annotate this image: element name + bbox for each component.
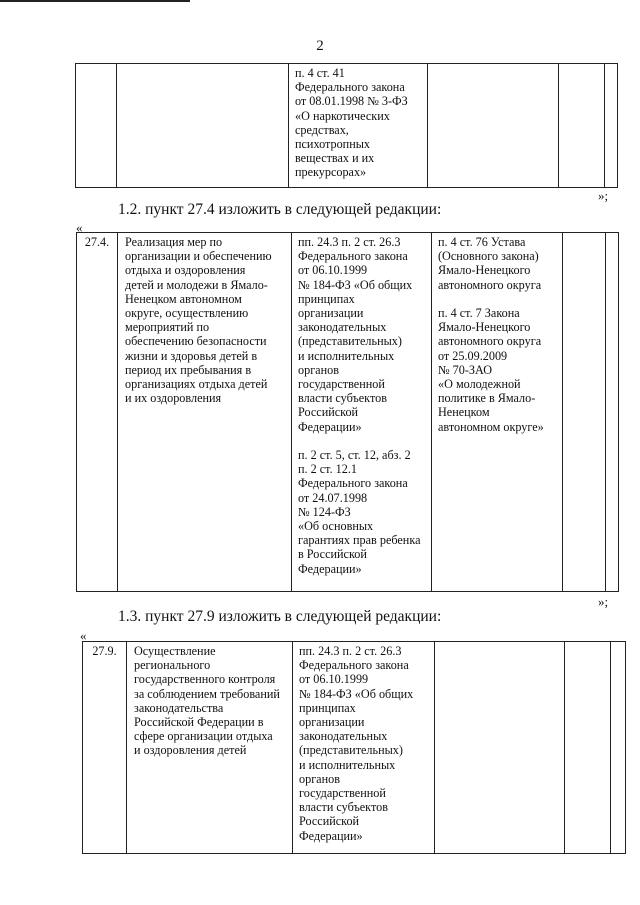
- measure-description-cell: [118, 233, 292, 592]
- table-row: [83, 642, 626, 854]
- extra-cell-narrow: [606, 233, 619, 592]
- extra-cell: [559, 64, 605, 188]
- extra-cell-narrow: [611, 642, 626, 854]
- federal-law-text: п. 4 ст. 41 Федерального закона от 08.01.1998 № 3-ФЗ «О наркотических средствах, психотропных веществах и их прекурсорах»: [295, 66, 408, 180]
- item-27-9-table: [82, 641, 626, 854]
- amendment-paragraph: 1.2. пункт 27.4 изложить в следующей редакции:: [118, 201, 442, 218]
- federal-law-cell: [293, 642, 435, 854]
- extra-cell-narrow: [605, 64, 618, 188]
- opening-quote: «: [76, 220, 83, 235]
- measure-description: Реализация мер по организации и обеспечению отдыха и оздоровления детей и молодежи в Ямало- Ненецком автономном округе, осуществлению мероприятий по обеспечению безопасности жизни и здоровья детей в период их пребывания в организациях отдыха детей и их оздоровления: [125, 235, 272, 406]
- continuation-table: [75, 63, 618, 188]
- page-number: 2: [316, 38, 324, 54]
- row-number-cell: [77, 233, 118, 592]
- row-number-cell: [83, 642, 127, 854]
- federal-law-cell: [289, 64, 428, 188]
- row-number: 27.9.: [92, 644, 117, 658]
- measure-description: Осуществление регионального государственного контроля за соблюдением требований законодательства Российской Федерации в сфере организации отдыха и оздоровления детей: [134, 644, 280, 758]
- header-rule: [0, 0, 190, 2]
- amendment-paragraph: 1.3. пункт 27.9 изложить в следующей редакции:: [118, 608, 442, 625]
- table-row: [77, 233, 619, 592]
- federal-law-text: пп. 24.3 п. 2 ст. 26.3 Федерального закона от 06.10.1999 № 184-ФЗ «Об общих принципах организации законодательных (представительных) и исполнительных органов государственной власти субъектов Российской Федерации» п. 2 ст. 5, ст. 12, абз. 2 п. 2 ст. 12.1 Федерального закона от 24.07.1998 № 124-ФЗ «Об основных гарантиях прав ребенка в Российской Федерации»: [298, 235, 421, 576]
- table-row: [76, 64, 618, 188]
- measure-description-cell: [127, 642, 293, 854]
- regional-law-cell: [428, 64, 559, 188]
- extra-cell: [565, 642, 611, 854]
- federal-law-cell: [292, 233, 432, 592]
- measure-description-cell: [117, 64, 289, 188]
- opening-quote: «: [80, 628, 87, 643]
- regional-law-text: п. 4 ст. 76 Устава (Основного закона) Ямало-Ненецкого автономного округа п. 4 ст. 7 Закона Ямало-Ненецкого автономного округа от 25.09.2009 № 70-ЗАО «О молодежной политике в Ямало- Ненецком автономном округе»: [438, 235, 544, 434]
- row-number: 27.4.: [84, 235, 110, 249]
- regional-law-cell: [432, 233, 563, 592]
- regional-law-cell: [435, 642, 565, 854]
- extra-cell: [563, 233, 606, 592]
- federal-law-text: пп. 24.3 п. 2 ст. 26.3 Федерального закона от 06.10.1999 № 184-ФЗ «Об общих принципах организации законодательных (представительных) и исполнительных органов государственной власти субъектов Российской Федерации»: [299, 644, 414, 843]
- item-27-4-table: [76, 232, 619, 592]
- closing-quote: »;: [598, 188, 609, 203]
- row-number-cell: [76, 64, 117, 188]
- closing-quote: »;: [598, 594, 609, 609]
